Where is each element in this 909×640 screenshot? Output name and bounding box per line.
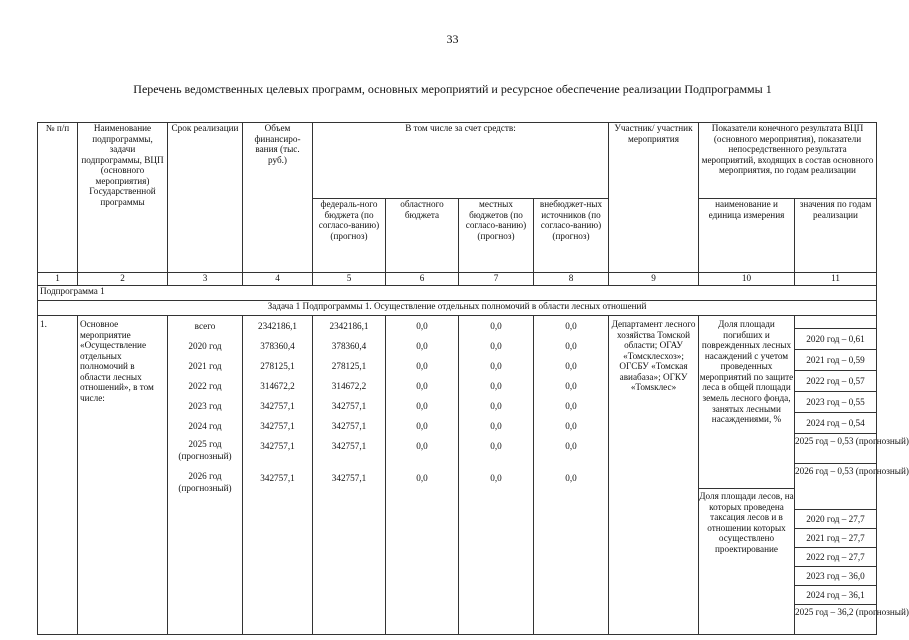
column-number: 10 — [699, 273, 795, 286]
federal-cell: 342757,1 — [331, 473, 367, 483]
term-cell: 2026 год (прогнозный) — [178, 471, 232, 493]
indicator-1-values — [795, 328, 909, 509]
column-number: 5 — [313, 273, 386, 286]
indicator-2-values — [795, 509, 909, 634]
volume-cell: 342757,1 — [260, 473, 295, 483]
header-num: № п/п — [38, 123, 78, 273]
indicator-value: 2024 год – 0,54 — [795, 413, 876, 434]
column-number: 3 — [168, 273, 243, 286]
offbudget-cell: 0,0 — [565, 473, 577, 483]
program-table — [37, 122, 909, 635]
indicator-values-column — [795, 316, 909, 635]
regional-cell: 0,0 — [416, 421, 428, 431]
federal-cell: 342757,1 — [331, 421, 367, 431]
indicator-value: 2025 год – 0,53 (прогнозный) — [795, 434, 876, 464]
column-number: 9 — [609, 273, 699, 286]
column-number: 7 — [459, 273, 534, 286]
term-cell: 2023 год — [188, 401, 222, 411]
local-cell: 0,0 — [490, 381, 502, 391]
indicator-value: 2023 год – 0,55 — [795, 392, 876, 413]
volume-cell: 342757,1 — [260, 441, 295, 451]
regional-cell: 0,0 — [416, 341, 428, 351]
task-label: Задача 1 Подпрограммы 1. Осуществление отдельных полномочий в области лесных отношений — [38, 301, 877, 316]
volume-cell: 378360,4 — [260, 341, 295, 351]
indicator-value: 2022 год – 0,57 — [795, 371, 876, 392]
page-number: 33 — [446, 32, 459, 46]
local-cell: 0,0 — [490, 341, 502, 351]
header-offbudget: внебюджет-ных источников (по согласо-ванию) (прогноз) — [534, 199, 609, 273]
offbudget-cell: 0,0 — [565, 421, 577, 431]
indicator-value: 2020 год – 0,61 — [795, 329, 876, 350]
local-cell: 0,0 — [490, 473, 502, 483]
header-regional: областного бюджета — [386, 199, 459, 273]
indicator-value: 2023 год – 36,0 — [795, 567, 876, 586]
regional-cell: 0,0 — [416, 441, 428, 451]
indicator-2-name: Доля площади лесов, на которых проведена таксация лесов и в отношении которых осуществлено проектирование — [699, 491, 794, 554]
local-column — [459, 316, 534, 635]
column-number: 4 — [243, 273, 313, 286]
local-cell: 0,0 — [490, 361, 502, 371]
federal-cell: 378360,4 — [331, 341, 367, 351]
regional-cell: 0,0 — [416, 321, 428, 331]
regional-cell: 0,0 — [416, 473, 428, 483]
offbudget-cell: 0,0 — [565, 361, 577, 371]
participant-cell: Департамент лесного хозяйства Томской области; ОГАУ «Томсклесхоз»; ОГСБУ «Томская авиабаза»; ОГКУ «Томsклес» — [609, 316, 699, 635]
indicator-value: 2020 год – 27,7 — [795, 510, 876, 529]
regional-cell: 0,0 — [416, 361, 428, 371]
subprogram-label: Подпрограмма 1 — [38, 286, 877, 301]
volume-cell: 342757,1 — [260, 401, 295, 411]
volume-column — [243, 316, 313, 635]
indicator-value: 2021 год – 0,59 — [795, 350, 876, 371]
indicator-value: 2021 год – 27,7 — [795, 529, 876, 548]
federal-cell: 342757,1 — [331, 401, 367, 411]
offbudget-cell: 0,0 — [565, 321, 577, 331]
document-title: Перечень ведомственных целевых программ, основных мероприятий и ресурсное обеспечение реализации Подпрограммы 1 — [133, 82, 772, 96]
column-number-row — [38, 273, 877, 286]
header-term: Срок реализации — [168, 123, 243, 273]
offbudget-cell: 0,0 — [565, 381, 577, 391]
regional-column — [386, 316, 459, 635]
offbudget-cell: 0,0 — [565, 441, 577, 451]
federal-cell: 2342186,1 — [329, 321, 369, 331]
federal-column — [313, 316, 386, 635]
local-cell: 0,0 — [490, 441, 502, 451]
federal-cell: 342757,1 — [331, 441, 367, 451]
regional-cell: 0,0 — [416, 401, 428, 411]
indicator-value: 2025 год – 36,2 (прогнозный) — [795, 607, 909, 617]
local-cell: 0,0 — [490, 421, 502, 431]
column-number: 1 — [38, 273, 78, 286]
term-cell: всего — [194, 321, 216, 331]
term-cell: 2024 год — [188, 421, 222, 431]
column-number: 8 — [534, 273, 609, 286]
header-sources: В том числе за счет средств: — [313, 123, 609, 199]
local-cell: 0,0 — [490, 321, 502, 331]
federal-cell: 314672,2 — [331, 381, 367, 391]
volume-cell: 278125,1 — [260, 361, 295, 371]
header-volume: Объем финансиро-вания (тыс. руб.) — [243, 123, 313, 273]
header-indicator-name: наименование и единица измерения — [699, 199, 795, 273]
federal-cell: 278125,1 — [331, 361, 367, 371]
header-local: местных бюджетов (по согласо-ванию) (прогноз) — [459, 199, 534, 273]
column-number: 2 — [78, 273, 168, 286]
term-cell: 2021 год — [188, 361, 222, 371]
indicator-1-name: Доля площади погибших и поврежденных лесных насаждений с учетом проведенных мероприятий по защите леса в общей площади земель лесного фонда, занятых лесными насаждениями, % — [699, 316, 794, 489]
offbudget-column — [534, 316, 609, 635]
header-indicator-values: значения по годам реализации — [795, 199, 877, 273]
header-name: Наименование подпрограммы, задачи подпрограммы, ВЦП (основного мероприятия) Государственной программы — [78, 123, 168, 273]
header-participant: Участник/ участник мероприятия — [609, 123, 699, 273]
regional-cell: 0,0 — [416, 381, 428, 391]
indicator-name-column — [699, 316, 795, 635]
column-number: 11 — [795, 273, 877, 286]
activity-name: Основное мероприятие «Осуществление отдельных полномочий в области лесных отношений», в том числе: — [78, 316, 168, 635]
volume-cell: 314672,2 — [260, 381, 295, 391]
term-column — [168, 316, 243, 635]
activity-number: 1. — [38, 316, 78, 635]
offbudget-cell: 0,0 — [565, 401, 577, 411]
term-cell: 2022 год — [188, 381, 222, 391]
indicator-value: 2026 год – 0,53 (прогнозный) — [795, 466, 909, 476]
volume-cell: 342757,1 — [260, 421, 295, 431]
header-indicators: Показатели конечного результата ВЦП (основного мероприятия), показатели непосредственного результата мероприятий, входящих в состав основного мероприятия, по годам реализации — [699, 123, 877, 199]
header-federal: федераль-ного бюджета (по согласо-ванию) (прогноз) — [313, 199, 386, 273]
activity-row — [38, 316, 877, 635]
indicator-value: 2022 год – 27,7 — [795, 548, 876, 567]
term-cell: 2025 год (прогнозный) — [178, 439, 232, 461]
local-cell: 0,0 — [490, 401, 502, 411]
term-cell: 2020 год — [188, 341, 222, 351]
indicator-value: 2024 год – 36,1 — [795, 586, 876, 605]
column-number: 6 — [386, 273, 459, 286]
volume-cell: 2342186,1 — [257, 321, 298, 331]
offbudget-cell: 0,0 — [565, 341, 577, 351]
